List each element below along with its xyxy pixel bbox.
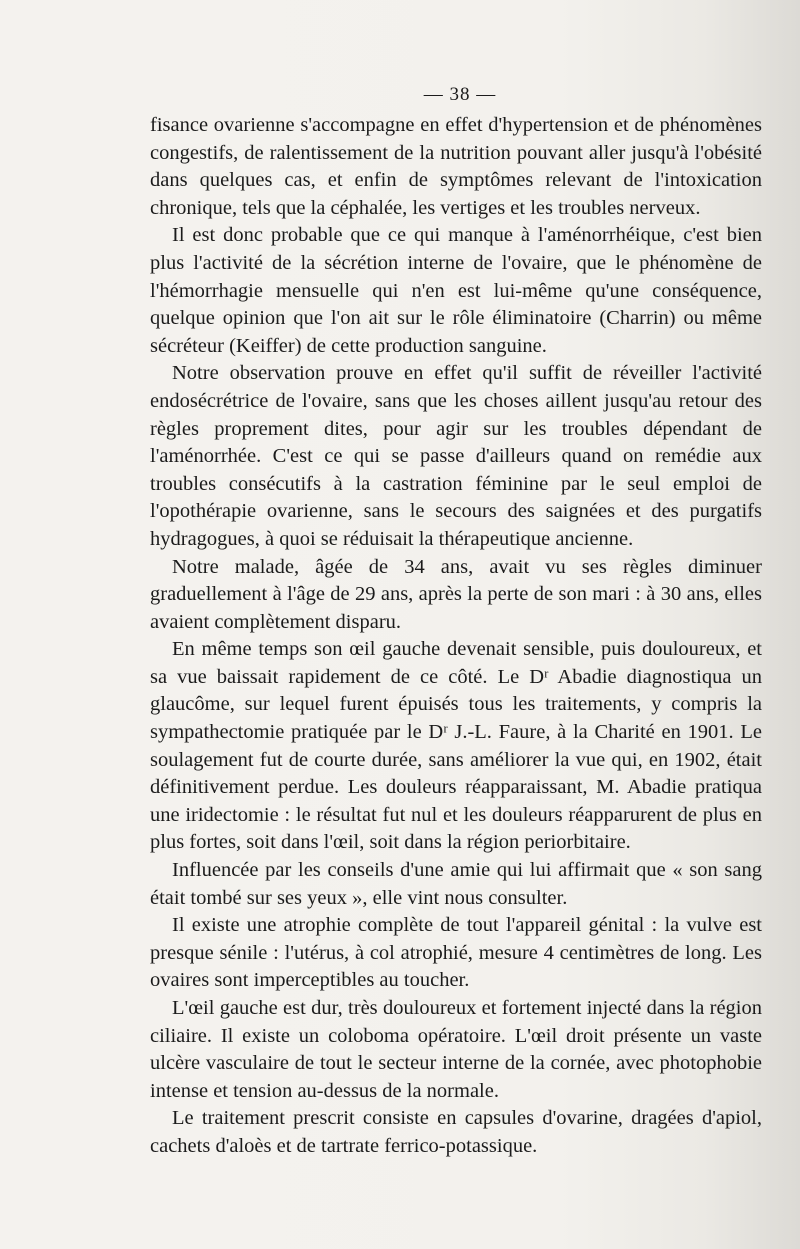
paragraph: Influencée par les conseils d'une amie qui lui affirmait que « son sang était tombé sur ses yeux », elle vint nous consulter.	[150, 859, 762, 909]
paragraph: Notre observation prouve en effet qu'il suffit de réveiller l'activité endosécrétrice de l'ovaire, sans que les choses aillent jusqu'au retour des règles proprement dites, pour agir sur les troubles dépendant de l'aménorrhée. C'est ce qui se passe d'ailleurs quand on remédie aux troubles consécutifs à la castration féminine par le seul emploi de l'opothérapie ovarienne, sans le secours des saignées et des purgatifs hydragogues, à quoi se réduisait la thérapeutique ancienne.	[150, 362, 762, 550]
paragraph: Le traitement prescrit consiste en capsules d'ovarine, dragées d'apiol, cachets d'aloès et de tartrate ferrico-potassique.	[150, 1107, 762, 1157]
paragraph: Il est donc probable que ce qui manque à l'aménorrhéique, c'est bien plus l'activité de la sécrétion interne de l'ovaire, que le phénomène de l'hémorrhagie mensuelle qui n'en est lui-même qu'une conséquence, quelque opinion que l'on ait sur le rôle éliminatoire (Charrin) ou même sécréteur (Keiffer) de cette production sanguine.	[150, 224, 762, 357]
text-body	[150, 112, 762, 1161]
paragraph: Notre malade, âgée de 34 ans, avait vu ses règles diminuer graduellement à l'âge de 29 ans, après la perte de son mari : à 30 ans, elles avaient complètement disparu.	[150, 555, 762, 633]
paragraph: En même temps son œil gauche devenait sensible, puis douloureux, et sa vue baissait rapidement de ce côté. Le Dʳ Abadie diagnostiqua un glaucôme, sur lequel furent épuisés tous les traitements, y compris la sympathectomie pratiquée par le Dʳ J.-L. Faure, à la Charité en 1901. Le soulagement fut de courte durée, sans améliorer la vue qui, en 1902, était définitivement perdue. Les douleurs réapparaissant, M. Abadie pratiqua une iridectomie : le résultat fut nul et les douleurs réapparurent de plus en plus fortes, soit dans l'œil, soit dans la région periorbitaire.	[150, 638, 762, 854]
paragraph: Il existe une atrophie complète de tout l'appareil génital : la vulve est presque sénile : l'utérus, à col atrophié, mesure 4 centimètres de long. Les ovaires sont imperceptibles au toucher.	[150, 914, 762, 992]
page-number: — 38 —	[423, 84, 497, 105]
paragraph: L'œil gauche est dur, très douloureux et fortement injecté dans la région ciliaire. Il existe un coloboma opératoire. L'œil droit présente un vaste ulcère vasculaire de tout le secteur interne de la cornée, avec photophobie intense et tension au-dessus de la normale.	[150, 997, 762, 1102]
paragraph: fisance ovarienne s'accompagne en effet d'hypertension et de phénomènes congestifs, de ralentissement de la nutrition pouvant aller jusqu'à l'obésité dans quelques cas, et enfin de symptômes relevant de l'intoxication chronique, tels que la céphalée, les vertiges et les troubles nerveux.	[150, 114, 762, 219]
